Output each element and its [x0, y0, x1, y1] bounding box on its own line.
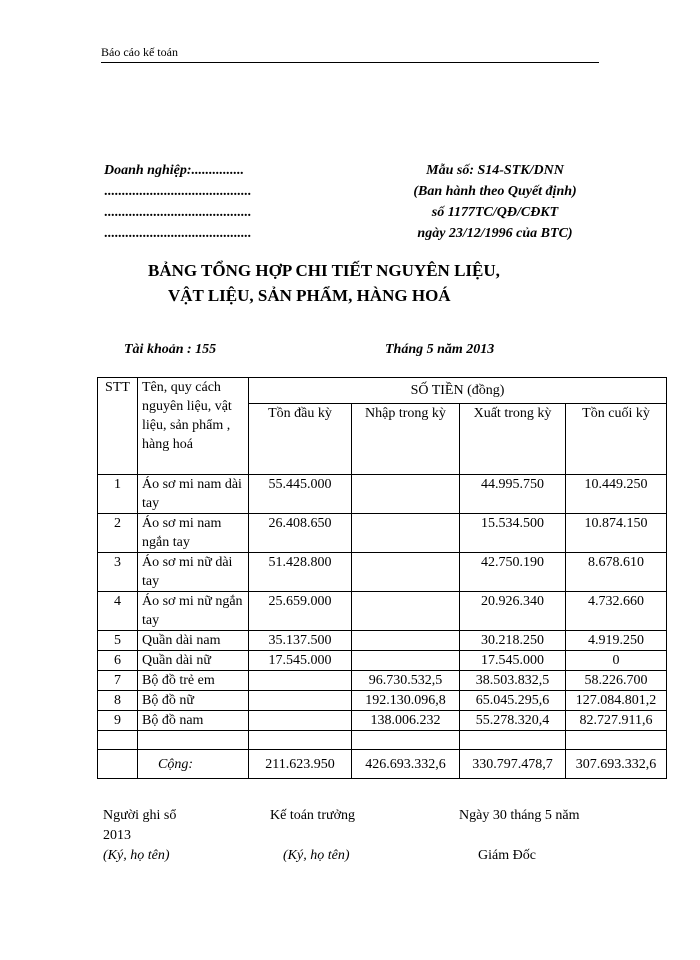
row-opening: 51.428.800 — [249, 553, 352, 592]
row-name: Bộ đồ nam — [138, 711, 249, 731]
row-outflow: 42.750.190 — [460, 553, 566, 592]
table-row — [98, 592, 667, 631]
row-opening — [249, 671, 352, 691]
recorder-sign-note: (Ký, họ tên) — [103, 848, 170, 863]
row-stt: 4 — [98, 592, 138, 631]
total-opening: 211.623.950 — [249, 750, 352, 779]
empty-cell — [98, 731, 138, 750]
document-title — [148, 258, 500, 308]
row-inflow — [352, 592, 460, 631]
row-closing: 127.084.801,2 — [566, 691, 667, 711]
total-inflow: 426.693.332,6 — [352, 750, 460, 779]
row-stt: 5 — [98, 631, 138, 651]
table-row — [98, 711, 667, 731]
row-inflow — [352, 514, 460, 553]
row-closing: 0 — [566, 651, 667, 671]
row-closing: 58.226.700 — [566, 671, 667, 691]
row-outflow: 38.503.832,5 — [460, 671, 566, 691]
empty-cell — [566, 731, 667, 750]
company-dots-1: .......................................... — [104, 184, 251, 199]
form-decision: số 1177TC/QĐ/CĐKT — [431, 205, 559, 220]
header-name: Tên, quy cách nguyên liệu, vật liệu, sản phẩm , hàng hoá — [138, 378, 249, 475]
total-closing: 307.693.332,6 — [566, 750, 667, 779]
table-row — [98, 514, 667, 553]
row-outflow: 65.045.295,6 — [460, 691, 566, 711]
row-stt: 7 — [98, 671, 138, 691]
form-number: Mẫu số: S14-STK/DNN — [426, 163, 564, 178]
account-label: Tài khoản : 155 — [124, 342, 217, 357]
empty-cell — [460, 731, 566, 750]
form-issued: (Ban hành theo Quyết định) — [413, 184, 577, 199]
row-closing: 10.449.250 — [566, 475, 667, 514]
ledger-table — [97, 377, 667, 779]
row-stt: 2 — [98, 514, 138, 553]
row-opening: 25.659.000 — [249, 592, 352, 631]
header-inflow: Nhập trong kỳ — [352, 404, 460, 475]
row-name: Áo sơ mi nữ dài tay — [138, 553, 249, 592]
director-title: Giám Đốc — [478, 848, 536, 863]
row-opening: 55.445.000 — [249, 475, 352, 514]
table-row — [98, 651, 667, 671]
total-outflow: 330.797.478,7 — [460, 750, 566, 779]
row-inflow: 96.730.532,5 — [352, 671, 460, 691]
empty-cell — [249, 731, 352, 750]
empty-cell — [138, 731, 249, 750]
row-name: Áo sơ mi nữ ngắn tay — [138, 592, 249, 631]
row-closing: 82.727.911,6 — [566, 711, 667, 731]
form-date: ngày 23/12/1996 của BTC) — [417, 226, 573, 241]
total-label: Cộng: — [138, 750, 249, 779]
company-dots-2: .......................................... — [104, 205, 251, 220]
chief-accountant-title: Kế toán trưởng — [270, 808, 355, 823]
header-closing: Tồn cuối kỳ — [566, 404, 667, 475]
row-stt: 6 — [98, 651, 138, 671]
table-row — [98, 631, 667, 651]
total-stt — [98, 750, 138, 779]
row-stt: 1 — [98, 475, 138, 514]
recorder-title: Người ghi sổ — [103, 808, 177, 823]
table-row — [98, 671, 667, 691]
row-outflow: 55.278.320,4 — [460, 711, 566, 731]
row-closing: 10.874.150 — [566, 514, 667, 553]
row-name: Quần dài nữ — [138, 651, 249, 671]
row-inflow — [352, 631, 460, 651]
row-closing: 8.678.610 — [566, 553, 667, 592]
row-inflow: 192.130.096,8 — [352, 691, 460, 711]
signature-date: Ngày 30 tháng 5 năm — [459, 808, 580, 823]
row-name: Áo sơ mi nam dài tay — [138, 475, 249, 514]
title-line-2: VẬT LIỆU, SẢN PHẨM, HÀNG HOÁ — [168, 286, 451, 305]
company-block — [104, 160, 251, 244]
period-label: Tháng 5 năm 2013 — [385, 342, 495, 357]
company-label: Doanh nghiệp:............... — [104, 163, 245, 178]
row-stt: 9 — [98, 711, 138, 731]
row-name: Bộ đồ nữ — [138, 691, 249, 711]
form-info — [384, 160, 606, 244]
header-stt: STT — [98, 378, 138, 475]
row-outflow: 17.545.000 — [460, 651, 566, 671]
table-row — [98, 691, 667, 711]
row-closing: 4.919.250 — [566, 631, 667, 651]
header-outflow: Xuất trong kỳ — [460, 404, 566, 475]
row-name: Áo sơ mi nam ngắn tay — [138, 514, 249, 553]
report-header: Báo cáo kế toán — [101, 45, 599, 63]
total-row — [98, 750, 667, 779]
row-opening — [249, 711, 352, 731]
row-opening: 26.408.650 — [249, 514, 352, 553]
row-outflow: 30.218.250 — [460, 631, 566, 651]
row-inflow — [352, 475, 460, 514]
row-inflow: 138.006.232 — [352, 711, 460, 731]
row-name: Bộ đồ trẻ em — [138, 671, 249, 691]
title-line-1: BẢNG TỔNG HỢP CHI TIẾT NGUYÊN LIỆU, — [148, 261, 500, 280]
chief-sign-note: (Ký, họ tên) — [283, 848, 350, 863]
row-stt: 8 — [98, 691, 138, 711]
header-opening: Tồn đầu kỳ — [249, 404, 352, 475]
recorder-year: 2013 — [103, 828, 131, 843]
row-inflow — [352, 651, 460, 671]
empty-cell — [352, 731, 460, 750]
row-outflow: 15.534.500 — [460, 514, 566, 553]
empty-row — [98, 731, 667, 750]
row-opening: 35.137.500 — [249, 631, 352, 651]
row-opening — [249, 691, 352, 711]
table-row — [98, 475, 667, 514]
company-dots-3: .......................................... — [104, 226, 251, 241]
row-name: Quần dài nam — [138, 631, 249, 651]
row-opening: 17.545.000 — [249, 651, 352, 671]
row-closing: 4.732.660 — [566, 592, 667, 631]
row-stt: 3 — [98, 553, 138, 592]
row-outflow: 20.926.340 — [460, 592, 566, 631]
table-row — [98, 553, 667, 592]
row-outflow: 44.995.750 — [460, 475, 566, 514]
header-money: SỐ TIỀN (đồng) — [249, 378, 667, 404]
row-inflow — [352, 553, 460, 592]
